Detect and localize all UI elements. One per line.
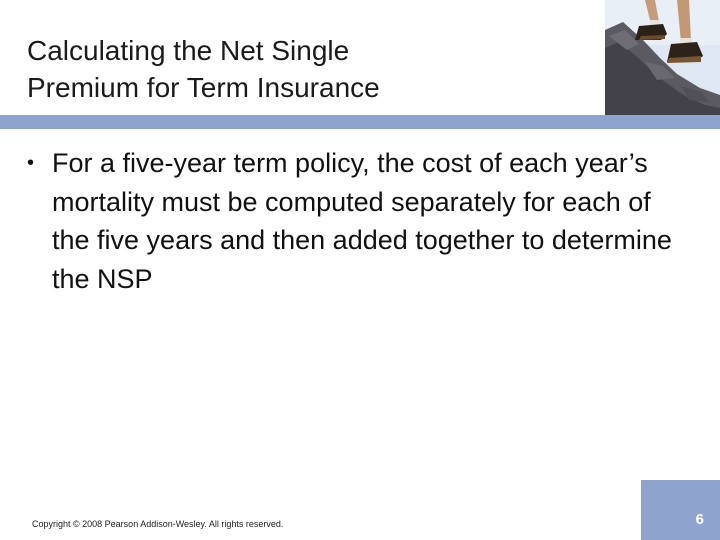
page-number: 6: [695, 511, 704, 528]
bullet-text: For a five-year term policy, the cost of each year’s mortality must be computed separately for each of the five years and then added together to determine the NSP: [52, 148, 672, 294]
copyright-notice: Copyright © 2008 Pearson Addison-Wesley. All rights reserved.: [32, 519, 284, 529]
page-number-box: [641, 480, 720, 540]
slide-title-line-2: Premium for Term Insurance: [27, 72, 380, 103]
hiker-climbing-photo: [605, 0, 720, 115]
hiker-photo-graphic: [605, 0, 720, 115]
bullet-list: [27, 144, 687, 298]
slide-title-line-1: Calculating the Net Single: [27, 35, 350, 66]
title-accent-bar: [0, 115, 720, 129]
slide-title: [27, 32, 587, 106]
bullet-item: [27, 144, 687, 298]
bullet-marker: •: [27, 152, 35, 174]
